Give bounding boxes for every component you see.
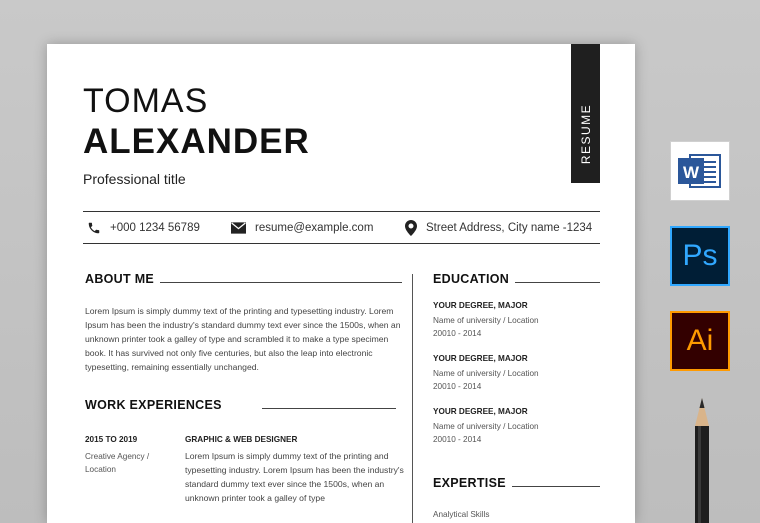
work-heading: [85, 398, 396, 412]
edu-university-1: Name of university / Location: [433, 316, 539, 325]
edu-university-3: Name of university / Location: [433, 422, 539, 431]
work-description: Lorem Ipsum is simply dummy text of the printing and typesetting industry. Lorem Ipsum has been the industry's standard dummy text ever since the 1500s, when an unknown printer took a galley of type: [185, 451, 404, 503]
about-text: Lorem Ipsum is simply dummy text of the printing and typesetting industry. Lorem Ipsum has been the industry's standard dummy text ever since the 1500s, when an unknown printer took a galley of type and scrambled it to make a type specimen book. It has survived not only five centuries, but also the leap into electronic typesetting, remaining essentially unchanged.: [85, 306, 401, 372]
column-divider: [412, 274, 413, 523]
contact-email: [231, 212, 373, 243]
last-name: ALEXANDER: [83, 122, 310, 161]
resume-tab: [571, 44, 600, 183]
phone-text: +000 1234 56789: [110, 221, 200, 234]
edu-years-1: 20010 - 2014: [433, 329, 482, 338]
about-heading-rule: [160, 282, 402, 283]
work-role: GRAPHIC & WEB DESIGNER: [185, 435, 298, 444]
contact-address: [405, 212, 592, 243]
edu-degree-3: YOUR DEGREE, MAJOR: [433, 407, 528, 416]
phone-icon: [87, 221, 101, 235]
contact-phone: [87, 212, 200, 243]
education-heading: [433, 272, 600, 286]
work-years: 2015 TO 2019: [85, 435, 138, 444]
address-text: Street Address, City name -1234: [426, 221, 593, 234]
word-letter: W: [682, 163, 700, 182]
about-heading: [85, 272, 402, 286]
first-name: TOMAS: [83, 82, 209, 120]
contact-bar: [83, 211, 600, 244]
expertise-item: Analytical Skills: [433, 510, 490, 519]
word-icon: [670, 141, 730, 201]
about-heading-text: ABOUT ME: [85, 272, 155, 286]
professional-title: Professional title: [83, 171, 186, 187]
envelope-icon: [231, 222, 246, 234]
edu-years-2: 20010 - 2014: [433, 382, 482, 391]
expertise-heading: [433, 476, 600, 490]
illustrator-icon: [670, 311, 730, 371]
edu-degree-2: YOUR DEGREE, MAJOR: [433, 354, 528, 363]
pencil-image: [690, 398, 714, 523]
edu-degree-1: YOUR DEGREE, MAJOR: [433, 301, 528, 310]
photoshop-label: Ps: [682, 239, 718, 272]
photoshop-icon: [670, 226, 730, 286]
email-text: resume@example.com: [255, 221, 374, 234]
illustrator-label: Ai: [686, 324, 714, 357]
resume-tab-label: RESUME: [578, 103, 593, 165]
work-heading-text: WORK EXPERIENCES: [85, 398, 222, 412]
edu-university-2: Name of university / Location: [433, 369, 539, 378]
resume-page: [47, 44, 635, 523]
edu-years-3: 20010 - 2014: [433, 435, 482, 444]
expertise-heading-text: EXPERTISE: [433, 476, 506, 490]
education-heading-rule: [515, 282, 600, 283]
work-company: Creative Agency / Location: [85, 452, 150, 474]
location-pin-icon: [405, 220, 417, 236]
expertise-heading-rule: [512, 486, 600, 487]
education-heading-text: EDUCATION: [433, 272, 510, 286]
work-heading-rule: [262, 408, 396, 409]
